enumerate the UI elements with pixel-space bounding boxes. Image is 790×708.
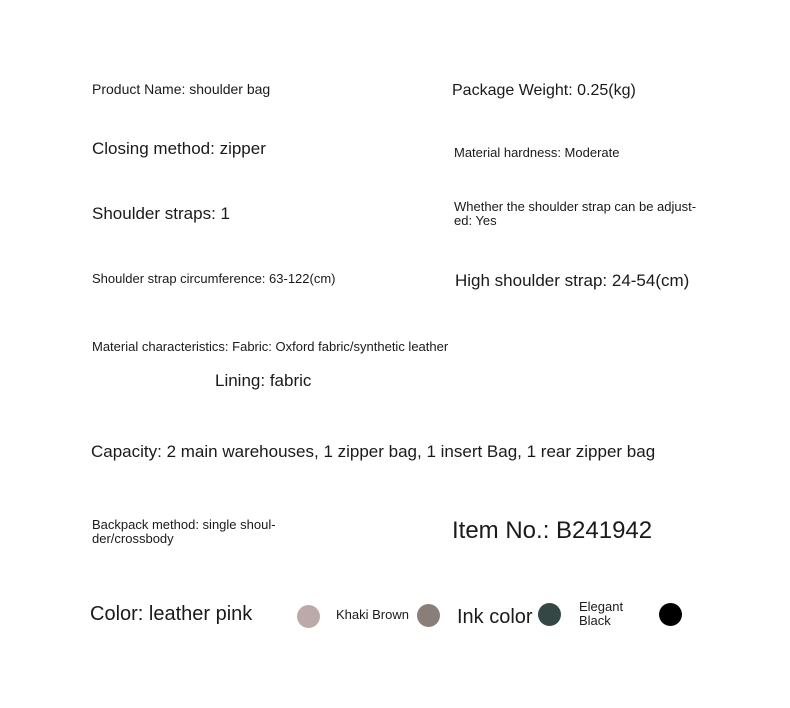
spec-shoulder-straps: Shoulder straps: 1 [92, 204, 230, 223]
color-ink-swatch [538, 603, 561, 626]
spec-material-hardness: Material hardness: Moderate [454, 145, 620, 160]
color-elegant-black-swatch [659, 603, 682, 626]
color-leather-pink-swatch [297, 605, 320, 628]
color-khaki-brown-label: Khaki Brown [336, 607, 409, 622]
spec-high-shoulder-strap: High shoulder strap: 24-54(cm) [455, 271, 690, 290]
spec-capacity: Capacity: 2 main warehouses, 1 zipper bag, 1 insert Bag, 1 rear zipper bag [91, 442, 656, 461]
spec-package-weight: Package Weight: 0.25(kg) [452, 82, 636, 99]
spec-strap-adjustable: Whether the shoulder strap can be adjust-ed: Yes [454, 199, 697, 229]
color-khaki-brown-swatch [417, 604, 440, 627]
spec-product-name: Product Name: shoulder bag [92, 81, 271, 97]
color-leather-pink-label: Color: leather pink [90, 603, 253, 625]
spec-item-no: Item No.: B241942 [452, 517, 653, 544]
spec-strap-circumference: Shoulder strap circumference: 63-122(cm) [92, 271, 336, 286]
spec-backpack-method: Backpack method: single shoul-der/crossbody [92, 517, 276, 547]
spec-lining: Lining: fabric [215, 371, 312, 390]
spec-closing-method: Closing method: zipper [92, 139, 266, 158]
spec-material-characteristics: Material characteristics: Fabric: Oxford fabric/synthetic leather [92, 339, 449, 354]
color-ink-label: Ink color [457, 606, 533, 628]
color-elegant-black-label: Elegant Black [579, 599, 624, 629]
